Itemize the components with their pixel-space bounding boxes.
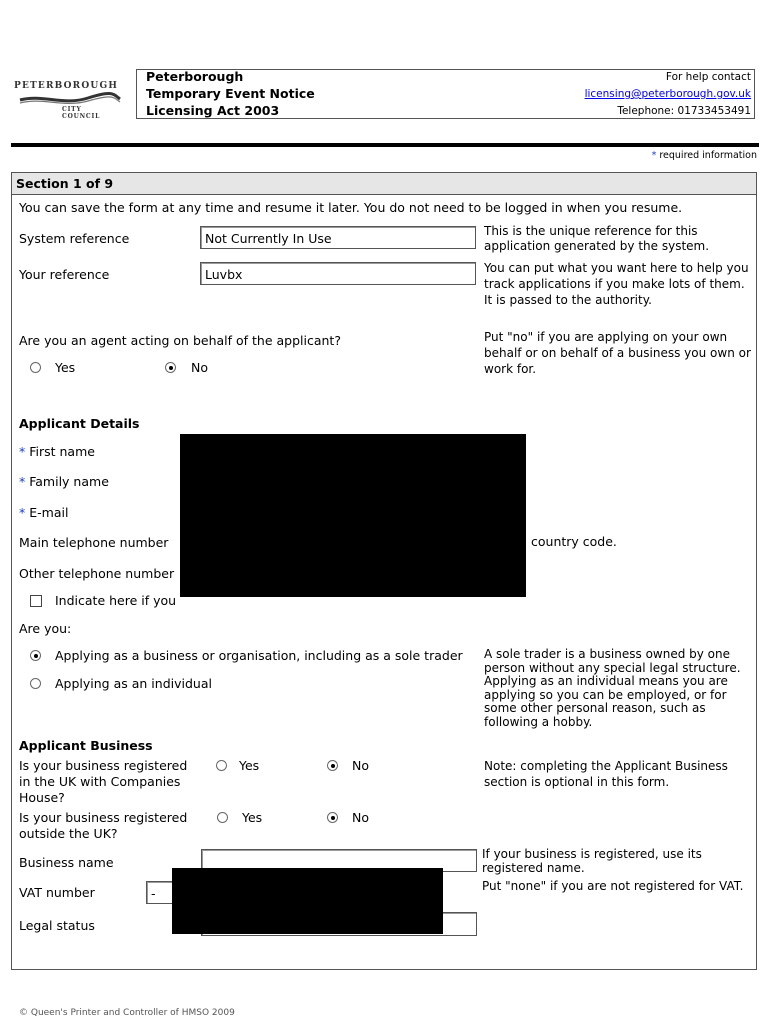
applicant-details-heading: Applicant Details xyxy=(19,416,140,431)
legal-status-label: Legal status xyxy=(19,918,95,933)
out-no-radio[interactable] xyxy=(327,812,338,823)
redaction-block xyxy=(172,868,443,934)
agent-help: Put "no" if you are applying on your own behalf or on behalf of a business you own or work for. xyxy=(484,330,751,376)
business-name-label: Business name xyxy=(19,855,114,870)
system-reference-label: System reference xyxy=(19,231,130,246)
out-yes-radio[interactable] xyxy=(217,812,228,823)
vat-help: Put "none" if you are not registered for VAT. xyxy=(482,879,744,893)
first-name-text: First name xyxy=(29,444,95,459)
sole-trader-help: A sole trader is a business owned by one person without any special legal structure. Applying as an individual means you are applying so you can be employed, or for some other personal reason, such as following a hobby. xyxy=(484,647,741,729)
first-name-label xyxy=(19,444,95,459)
companies-house-question: Is your business registered in the UK with Companies House? xyxy=(19,758,188,805)
help-contact-label: For help contact xyxy=(665,71,751,83)
required-star: * xyxy=(19,444,26,459)
header-divider xyxy=(11,143,759,147)
agent-yes-label: Yes xyxy=(55,360,76,375)
your-reference-field[interactable]: Luvbx xyxy=(200,262,476,285)
footer-copyright: © Queen's Printer and Controller of HMSO 2009 xyxy=(19,1008,235,1018)
help-telephone: Telephone: 01733453491 xyxy=(617,105,751,117)
ch-yes-radio[interactable] xyxy=(216,760,227,771)
ch-yes-label: Yes xyxy=(239,758,260,773)
are-you-label: Are you: xyxy=(19,621,72,636)
logo-bottom-text: CITY COUNCIL xyxy=(62,106,101,120)
required-star: * xyxy=(651,150,657,161)
section-header xyxy=(12,173,756,195)
agent-no-label: No xyxy=(191,360,208,375)
vat-label: VAT number xyxy=(19,885,95,900)
business-name-help: If your business is registered, use its registered name. xyxy=(482,847,702,875)
your-reference-label: Your reference xyxy=(19,267,110,282)
section-title: Section 1 of 9 xyxy=(16,176,114,191)
family-name-text: Family name xyxy=(29,474,109,489)
logo-top-text: PETERBOROUGH xyxy=(14,81,119,91)
individual-option-radio[interactable] xyxy=(30,678,41,689)
other-phone-label: Other telephone number xyxy=(19,566,175,581)
header-title-3: Licensing Act 2003 xyxy=(146,103,280,118)
email-text: E-mail xyxy=(29,505,69,520)
business-note: Note: completing the Applicant Business section is optional in this form. xyxy=(484,759,728,789)
header-title-1: Peterborough xyxy=(146,69,244,84)
required-star: * xyxy=(19,474,26,489)
email-label xyxy=(19,505,68,520)
individual-option-label: Applying as an individual xyxy=(55,676,212,691)
agent-yes-radio[interactable] xyxy=(30,362,41,373)
required-info-note xyxy=(652,150,757,161)
required-star: * xyxy=(19,505,26,520)
vat-prefix-field[interactable]: - xyxy=(146,881,176,904)
indicate-label: Indicate here if you xyxy=(55,593,177,608)
council-logo xyxy=(14,78,122,118)
ch-no-radio[interactable] xyxy=(327,760,338,771)
out-yes-label: Yes xyxy=(242,810,263,825)
outside-uk-question: Is your business registered outside the UK? xyxy=(19,810,188,841)
business-option-label: Applying as a business or organisation, including as a sole trader xyxy=(55,648,463,663)
system-reference-field[interactable]: Not Currently In Use xyxy=(200,226,476,249)
agent-question: Are you an agent acting on behalf of the applicant? xyxy=(19,333,341,348)
header-title-2: Temporary Event Notice xyxy=(146,86,315,101)
out-no-label: No xyxy=(352,810,369,825)
country-code-text: country code. xyxy=(531,534,617,549)
agent-no-radio[interactable] xyxy=(165,362,176,373)
applicant-business-heading: Applicant Business xyxy=(19,738,153,753)
system-reference-help: This is the unique reference for this application generated by the system. xyxy=(484,224,710,253)
your-reference-help: You can put what you want here to help you track applications if you make lots of them. It is passed to the authority. xyxy=(484,261,749,307)
business-option-radio[interactable] xyxy=(30,650,41,661)
redaction-block xyxy=(180,434,526,597)
required-note-text: required information xyxy=(659,150,757,161)
section-intro: You can save the form at any time and resume it later. You do not need to be logged in when you resume. xyxy=(19,200,683,215)
family-name-label xyxy=(19,474,109,489)
ch-no-label: No xyxy=(352,758,369,773)
help-email-link[interactable]: licensing@peterborough.gov.uk xyxy=(584,88,751,100)
main-phone-label: Main telephone number xyxy=(19,535,169,550)
indicate-checkbox[interactable] xyxy=(30,595,42,607)
